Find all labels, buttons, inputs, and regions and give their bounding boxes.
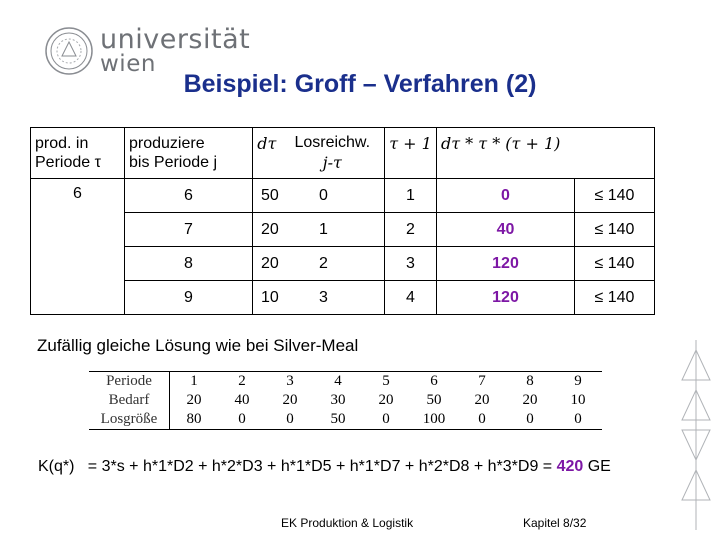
decorative-pattern-icon	[676, 340, 716, 530]
cell-product: 120	[437, 281, 575, 315]
header-period: prod. in Periode τ	[31, 128, 125, 179]
logo-line2: wien	[100, 51, 156, 77]
cell-demand-lr: 50 0	[253, 179, 385, 213]
footer-page: Kapitel 8/32	[523, 516, 587, 530]
cell-product: 0	[437, 179, 575, 213]
cell-tau-plus-one: 2	[385, 213, 437, 247]
logo-line1: universität	[100, 24, 251, 55]
table-row	[31, 281, 655, 315]
header-produce-until: produziere bis Periode j	[125, 128, 253, 179]
cell-demand-lr: 10 3	[253, 281, 385, 315]
logo-wordmark	[100, 24, 251, 77]
header-tau-plus-one: τ + 1	[385, 128, 437, 179]
header-lot-range: Losreichw. j-τ	[281, 128, 385, 179]
university-seal-icon	[44, 26, 94, 76]
lot-row: Losgröße 80 0 0 50 0 100 0 0 0	[89, 410, 602, 430]
groff-table	[30, 127, 655, 315]
cell-j: 9	[125, 281, 253, 315]
cell-compare: ≤ 140	[575, 281, 655, 315]
cell-tau-plus-one: 1	[385, 179, 437, 213]
table-row	[31, 213, 655, 247]
cost-formula	[38, 458, 611, 476]
formula-unit: GE	[587, 458, 611, 475]
cell-tau-plus-one: 3	[385, 247, 437, 281]
formula-rhs: = 3*s + h*1*D2 + h*2*D3 + h*1*D5 + h*1*D7 + h*2*D8 + h*3*D9 =	[87, 458, 553, 475]
demand-row: Bedarf 20 40 20 30 20 50 20 20 10	[89, 391, 602, 410]
cell-compare: ≤ 140	[575, 179, 655, 213]
table-row	[31, 247, 655, 281]
label-demand: Bedarf	[89, 391, 170, 410]
period-cell: 6	[31, 179, 125, 315]
label-period: Periode	[89, 372, 170, 392]
period-row: Periode 1 2 3 4 5 6 7 8 9	[89, 372, 602, 392]
cell-j: 8	[125, 247, 253, 281]
cell-demand-lr: 20 1	[253, 213, 385, 247]
remark-text: Zufällig gleiche Lösung wie bei Silver-Meal	[37, 336, 359, 355]
header-criterion: dτ * τ * (τ + 1)	[437, 128, 655, 179]
formula-result: 420	[556, 458, 584, 475]
cell-product: 40	[437, 213, 575, 247]
cell-demand-lr: 20 2	[253, 247, 385, 281]
cell-tau-plus-one: 4	[385, 281, 437, 315]
lot-schedule-table	[89, 371, 602, 430]
header-demand: dτ	[253, 128, 281, 179]
slide-title: Beispiel: Groff – Verfahren (2)	[183, 70, 537, 98]
label-lot: Losgröße	[89, 410, 170, 430]
formula-lhs: K(q*)	[38, 458, 75, 475]
cell-compare: ≤ 140	[575, 213, 655, 247]
cell-j: 6	[125, 179, 253, 213]
footer-course: EK Produktion & Logistik	[281, 516, 414, 530]
cell-compare: ≤ 140	[575, 247, 655, 281]
table-header-row	[31, 128, 655, 179]
table-row	[31, 179, 655, 213]
cell-product: 120	[437, 247, 575, 281]
cell-j: 7	[125, 213, 253, 247]
